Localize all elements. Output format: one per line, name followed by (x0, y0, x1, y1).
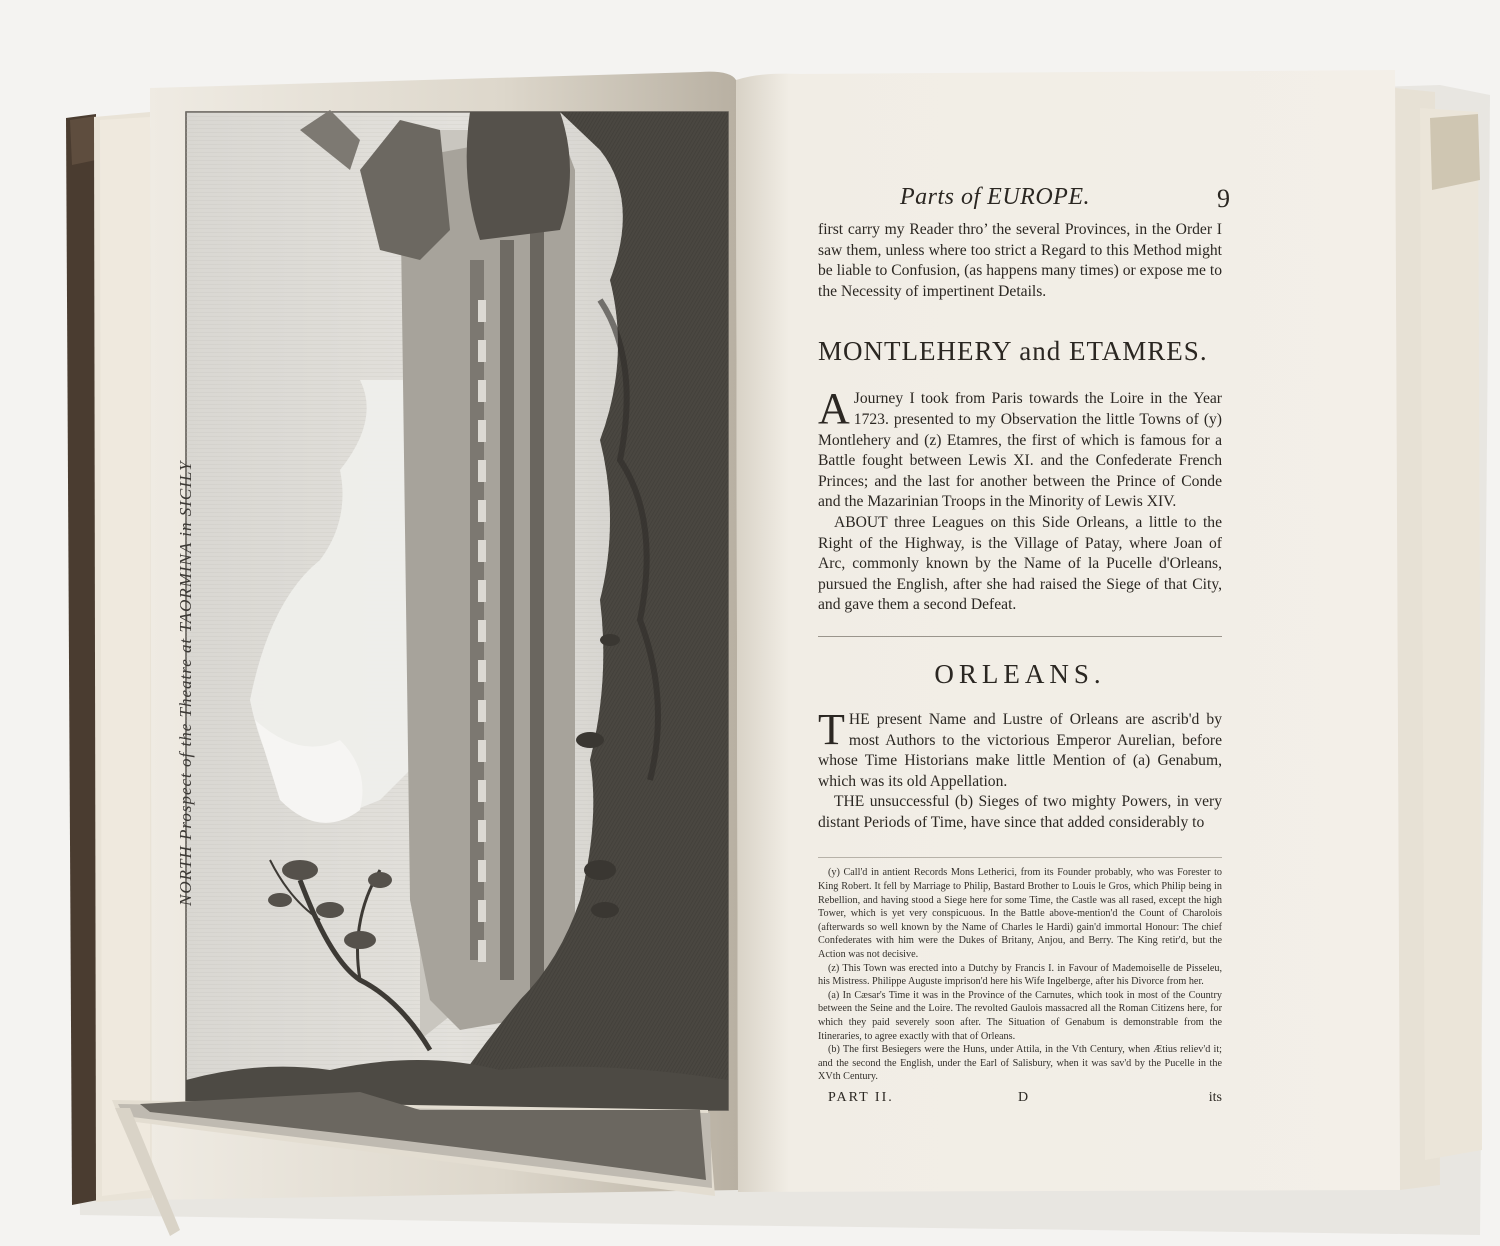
theatre-ruins (400, 130, 575, 1030)
footnote-b: (b) The first Besiegers were the Huns, under Attila, in the Vth Century, when Ætius reliev'd it; and the second the English, under the Earl of Salisbury, when it was sav'd by the Pucelle in the XVth Century. (818, 1044, 1222, 1083)
page-footer (818, 1090, 1222, 1110)
paragraph-sieges: THE unsuccessful (b) Sieges of two mighty Powers, in very distant Periods of Time, have since that added considerably to (818, 793, 1222, 831)
paragraph-patay: ABOUT three Leagues on this Side Orleans, a little to the Right of the Highway, is the Village of Patay, where Joan of Arc, commonly known by the Name of la Pucelle d'Orleans, pursued the English, after she had raised the Siege of that City, and gave them a second Defeat. (818, 513, 1222, 614)
page-text (818, 184, 1230, 1110)
engraving-plate (186, 110, 728, 1110)
signature-part: PART II. (828, 1089, 894, 1105)
catchword: its (1208, 1089, 1222, 1105)
section-divider (818, 636, 1222, 637)
footnotes (818, 857, 1222, 1084)
intro-paragraph: first carry my Reader thro’ the several Provinces, in the Order I saw them, unless where too strict a Regard to this Method might be liable to Confusion, (as happens many times) or expose me to the Necessity of impertinent Details. (818, 221, 1222, 300)
running-head (818, 184, 1230, 220)
section-heading-montlehery: MONTLEHERY and ETAMRES. (818, 336, 1208, 367)
section-heading-orleans: ORLEANS. (934, 658, 1106, 689)
footnote-z: (z) This Town was erected into a Dutchy by Francis I. in Favour of Mademoiselle de Pisseleu, his Mistress. Philippe Auguste imprison'd here his Wife Ingelberge, after his Divorce from her. (818, 962, 1222, 988)
footnote-y: (y) Call'd in antient Records Mons Letherici, from its Founder probably, who was Forester to King Robert. It fell by Marriage to Philip, Bastard Brother to Louis le Gros, which Philip being in Rebellion, and having stood a Siege here for some Time, the Castle was all rased, except the high Tower, which is yet very conspicuous. In the Battle above-mention'd the Count of Charolois (afterwards so well known by the Name of Charles le Hardi) gain'd immortal Honour: The chief Confederates with him were the Dukes of Britany, Anjou, and Berry. The King retir'd, but the Action was not decisive. (818, 867, 1222, 961)
paragraph-orleans-name: THE present Name and Lustre of Orleans are ascrib'd by most Authors to the victorious Emperor Aurelian, before whose Time Historians make little Mention of (a) Genabum, which was its old Appellation. (818, 704, 1222, 790)
running-title: Parts of EUROPE. (900, 184, 1090, 210)
paragraph-journey: AJourney I took from Paris towards the Loire in the Year 1723. presented to my Observation the little Towns of (y) Montlehery and (z) Etamres, the first of which is famous for a Battle fought between Lewis XI. and the Confederate French Princes; and the last for another between the Prince of Conde and the Mazarinian Troops in the Minority of Lewis XIV. (818, 384, 1222, 511)
plate-caption: NORTH Prospect of the Theatre at TAORMINA in SICILY (176, 460, 195, 906)
page-number: 9 (1217, 184, 1230, 213)
signature-letter: D (1018, 1089, 1031, 1105)
footnote-a: (a) In Cæsar's Time it was in the Province of the Carnutes, which took in most of the Country between the Seine and the Loire. The revolted Gaulois massacred all the Roman Citizens here, for which they paid severely soon after. The Situation of Genabum is demonstrable from the Itineraries, to agree exactly with that of Orleans. (818, 989, 1222, 1042)
